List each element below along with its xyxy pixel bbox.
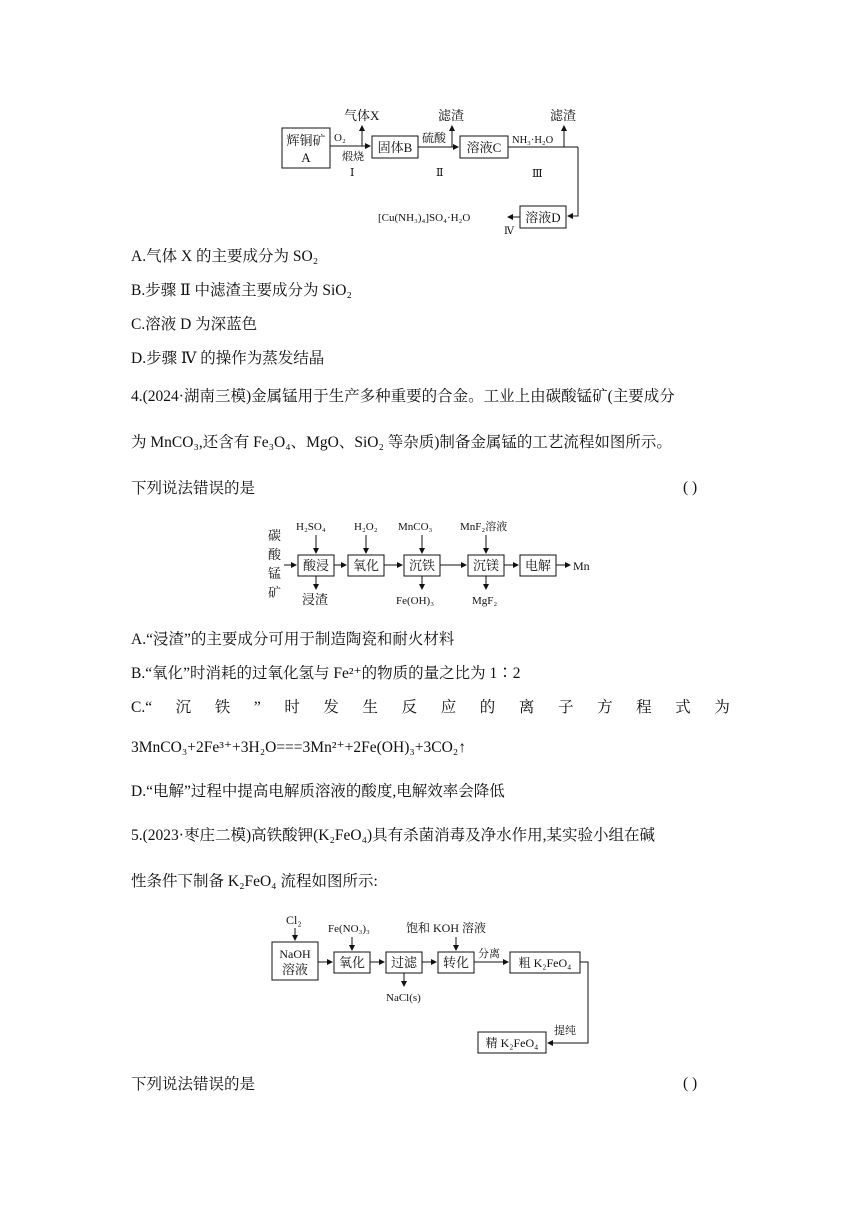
c-char: 生	[362, 699, 379, 716]
c-char: 式	[675, 699, 691, 716]
q4-stem-line-1: 4.(2024·湖南三模)金属锰用于生产多种重要的合金。工业上由碳酸锰矿(主要成分	[131, 388, 675, 405]
step-1-label: Ⅰ	[350, 167, 355, 179]
c-char: 程	[636, 699, 652, 716]
step-2-label: Ⅱ	[436, 167, 444, 179]
q4-stem-line-2: 为 MnCO₃,还含有 Fe₃O₄、MgO、SiO₂ 等杂质)制备金属锰的工艺流程如图所示。	[131, 434, 672, 451]
c-char: 离	[518, 699, 535, 716]
arrow-to-d	[568, 147, 578, 216]
c-char: 发	[323, 699, 339, 716]
q3-option-a: A.气体 X 的主要成分为 SO₂	[131, 248, 319, 265]
flowchart-2	[262, 515, 602, 615]
box-crude-label: 粗 K₂FeO₄	[518, 956, 572, 970]
c-char: 时	[284, 699, 300, 716]
step-3-label: Ⅲ	[532, 168, 543, 180]
nh3-label: NH₃·H₂O	[512, 135, 554, 146]
q4-option-c-equation: 3MnCO₃+2Fe³⁺+3H₂O===3Mn²⁺+2Fe(OH)₃+3CO₂↑	[131, 739, 466, 756]
ore-char-2: 酸	[268, 547, 282, 562]
box-ore-label: 辉铜矿	[286, 133, 326, 148]
ore-char-4: 矿	[268, 585, 282, 600]
flowchart-1	[270, 98, 590, 243]
q5-stem-line-1: 5.(2023·枣庄二模)高铁酸钾(K₂FeO₄)具有杀菌消毒及净水作用,某实验小组在碱	[131, 827, 656, 844]
c-char: 应	[440, 699, 457, 716]
box-solid-b-label: 固体B	[377, 140, 413, 155]
q4-option-c-line-1	[131, 698, 730, 718]
box-acid-leach-label: 酸浸	[302, 558, 330, 573]
q5-stem-line-3: 下列说法错误的是	[131, 1076, 256, 1093]
box-solution-c-label: 溶液C	[466, 140, 502, 155]
c-char: 沉	[175, 699, 192, 716]
feno3-label: Fe(NO₃)₃	[328, 923, 370, 935]
q3-option-c: C.溶液 D 为深蓝色	[131, 316, 258, 333]
ore-char-1: 碳	[268, 528, 282, 543]
q5-answer-paren: ( )	[683, 1075, 698, 1092]
box-electrolysis-label: 电解	[524, 558, 552, 573]
c-char: ”	[253, 699, 261, 716]
gas-x-label: 气体X	[344, 108, 380, 123]
q4-option-d: D.“电解”过程中提高电解质溶液的酸度,电解效率会降低	[131, 783, 505, 800]
box-filter-label: 过滤	[390, 955, 418, 970]
mnf2-label: MnF₂溶液	[460, 521, 508, 533]
h2o2-label: H₂O₂	[354, 521, 378, 533]
c-char: 铁	[214, 699, 231, 716]
box-pure-label: 精 K₂FeO₄	[485, 1036, 539, 1050]
c-char: 反	[401, 699, 418, 716]
nacl-label: NaCl(s)	[386, 992, 421, 1004]
q4-option-b: B.“氧化”时消耗的过氧化氢与 Fe²⁺的物质的量之比为 1∶2	[131, 665, 521, 682]
box-ore-sub: A	[301, 150, 311, 165]
box-conversion-label: 转化	[442, 955, 470, 970]
step-4-label: Ⅳ	[504, 226, 514, 237]
purify-label: 提纯	[554, 1025, 576, 1037]
q3-option-b: B.步骤 Ⅱ 中滤渣主要成分为 SiO₂	[131, 282, 352, 299]
acid-label: 硫酸	[422, 131, 447, 145]
q4-stem-line-3: 下列说法错误的是	[131, 480, 256, 497]
cl2-label: Cl₂	[286, 913, 302, 927]
flowchart-3	[268, 908, 598, 1056]
q3-option-d: D.步骤 Ⅳ 的操作为蒸发结晶	[131, 350, 325, 367]
q5-stem-line-2: 性条件下制备 K₂FeO₄ 流程如图所示:	[131, 873, 378, 890]
box-solution-d-label: 溶液D	[525, 210, 561, 225]
h2so4-label: H₂SO₄	[296, 521, 326, 533]
box-iron-precip-label: 沉铁	[408, 558, 436, 573]
separate-label: 分离	[478, 948, 500, 960]
residue-1-label: 滤渣	[438, 108, 465, 123]
c-char: 方	[597, 699, 613, 716]
box-oxidation-label: 氧化	[338, 955, 366, 970]
calcine-label: 煅烧	[342, 151, 364, 163]
box-naoh-sub: 溶液	[281, 962, 309, 977]
mn-label: Mn	[573, 559, 590, 573]
box-mg-precip-label: 沉镁	[472, 558, 500, 573]
residue-2-label: 滤渣	[550, 108, 577, 123]
feoh3-label: Fe(OH)₃	[396, 595, 435, 607]
ore-char-3: 锰	[268, 566, 282, 581]
leach-residue-label: 浸渣	[302, 592, 329, 607]
c-char: 为	[714, 699, 730, 716]
koh-label: 饱和 KOH 溶液	[406, 921, 486, 935]
o2-label: O₂	[334, 132, 346, 144]
product-label: [Cu(NH₃)₄]SO₄·H₂O	[378, 212, 471, 224]
q4-answer-paren: ( )	[683, 479, 698, 496]
q4-option-a: A.“浸渣”的主要成分可用于制造陶瓷和耐火材料	[131, 631, 455, 648]
c-char: 子	[557, 699, 574, 716]
c-char: C.“	[131, 699, 153, 716]
box-oxidation-label: 氧化	[352, 558, 380, 573]
box-naoh-label: NaOH	[279, 947, 311, 961]
mnco3-label: MnCO₃	[398, 521, 433, 533]
mgf2-label: MgF₂	[472, 595, 498, 607]
c-char: 的	[479, 699, 496, 716]
